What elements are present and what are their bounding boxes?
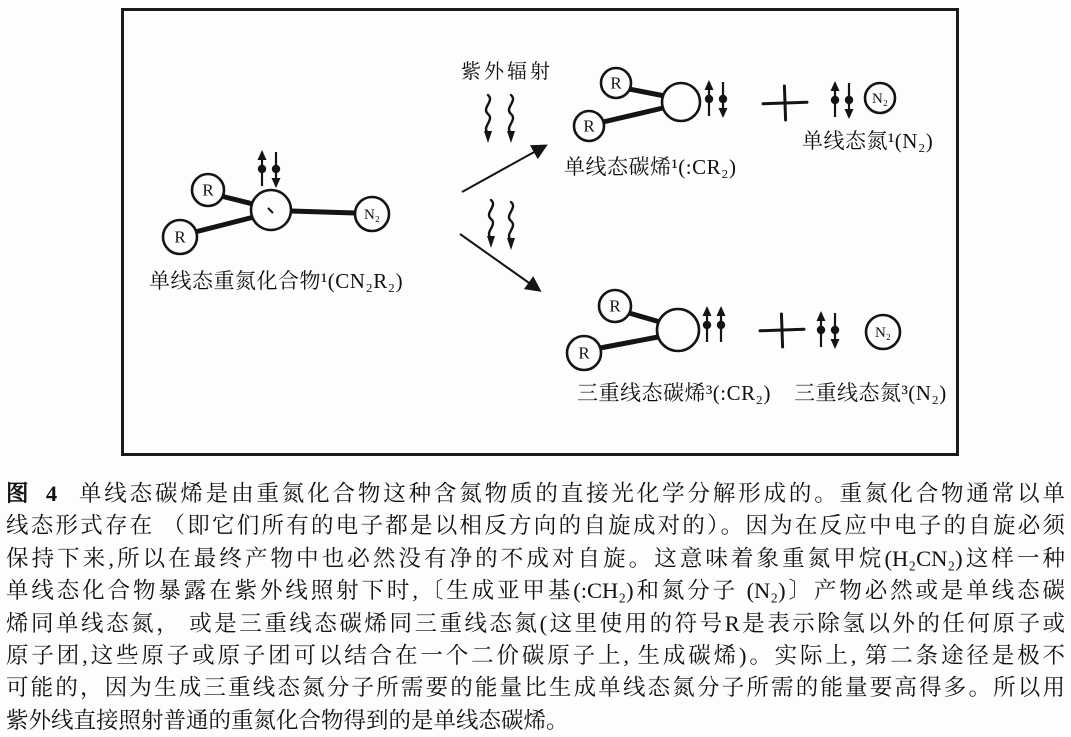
caption-text: 单线态碳烯是由重氮化合物这种含氮物质的直接光化学分解形成的。重氮化合物通常以单 <box>76 481 1065 506</box>
figure-number: 图 4 <box>6 481 61 506</box>
caption-line: 可能的，因为生成三重线态氮分子所需要的能量比生成单线态氮分子所需的能量要高得多。所以用 <box>6 675 1065 701</box>
r-atom-label: R <box>202 180 214 200</box>
singlet-nitrogen-label: 单线态氮¹(N₂) <box>802 129 934 153</box>
singlet-carbene-label: 单线态碳烯¹(:CR₂) <box>564 155 737 179</box>
electron-pair <box>705 80 728 118</box>
electron-pair <box>831 81 854 119</box>
singlet-branch <box>564 68 933 179</box>
r-atom-label: R <box>578 343 590 363</box>
bond <box>629 313 660 322</box>
plus-icon <box>762 85 807 121</box>
bond <box>600 337 658 348</box>
reactant-molecule <box>149 150 403 293</box>
reaction-arrow-down-icon <box>460 234 539 290</box>
r-atom-label: R <box>174 227 186 247</box>
caption-line: 紫外线直接照射普通的重氮化合物得到的是单线态碳烯。 <box>6 707 569 733</box>
bond <box>603 108 663 122</box>
n2-atom-label: N₂ <box>363 207 381 223</box>
carbon-atom <box>657 309 699 351</box>
caption-line: 原子团,这些原子或原子团可以结合在一个二价碳原子上, 生成碳烯)。实际上, 第二条途径是极不 <box>6 642 1065 668</box>
triplet-carbene-label: 三重线态碳烯³(:CR₂) <box>577 381 771 405</box>
caption-line: 保持下来,所以在最终产物中也必然没有净的不成对自旋。这意味着象重氮甲烷(H₂CN₂)这样一种 <box>6 545 1065 571</box>
photon-wavy-arrow-icon <box>484 95 492 143</box>
reaction-arrow-up-icon <box>462 146 545 192</box>
triplet-branch <box>567 290 947 405</box>
electron-pair <box>258 150 281 188</box>
uv-radiation <box>461 60 553 250</box>
caption-line <box>6 478 1065 510</box>
figure-caption <box>6 478 1065 737</box>
caption-line: 线态形式存在 （即它们所有的电子都是以相反方向的自旋成对的）。因为在反应中电子的自旋必须 <box>6 513 1065 539</box>
r-atom-label: R <box>583 116 595 136</box>
carbon-atom <box>662 83 700 121</box>
bond <box>291 211 355 213</box>
figure-frame <box>121 8 959 456</box>
photon-wavy-arrow-icon <box>507 95 515 143</box>
r-atom-label: R <box>609 296 621 316</box>
n2-atom-label: N₂ <box>874 325 892 341</box>
caption-line: 烯同单线态氮， 或是三重线态碳烯同三重线态氮(这里使用的符号R是表示除氢以外的任何原子或 <box>6 610 1065 636</box>
r-atom-label: R <box>610 73 622 93</box>
bond <box>629 89 665 96</box>
electron-pair <box>817 311 840 349</box>
electron-pair <box>703 306 726 342</box>
bond <box>195 217 254 232</box>
uv-label: 紫外辐射 <box>461 61 553 83</box>
n2-atom-label: N₂ <box>871 91 889 107</box>
plus-icon <box>759 313 804 348</box>
reactant-label: 单线态重氮化合物¹(CN₂R₂) <box>149 269 404 293</box>
photon-wavy-arrow-icon <box>507 202 515 250</box>
triplet-nitrogen-label: 三重线态氮³(N₂) <box>794 381 947 405</box>
photon-wavy-arrow-icon <box>487 200 495 248</box>
caption-line: 单线态化合物暴露在紫外线照射下时,〔生成亚甲基(:CH₂)和氮分子 (N₂)〕产物必然或是单线态碳 <box>6 578 1065 604</box>
